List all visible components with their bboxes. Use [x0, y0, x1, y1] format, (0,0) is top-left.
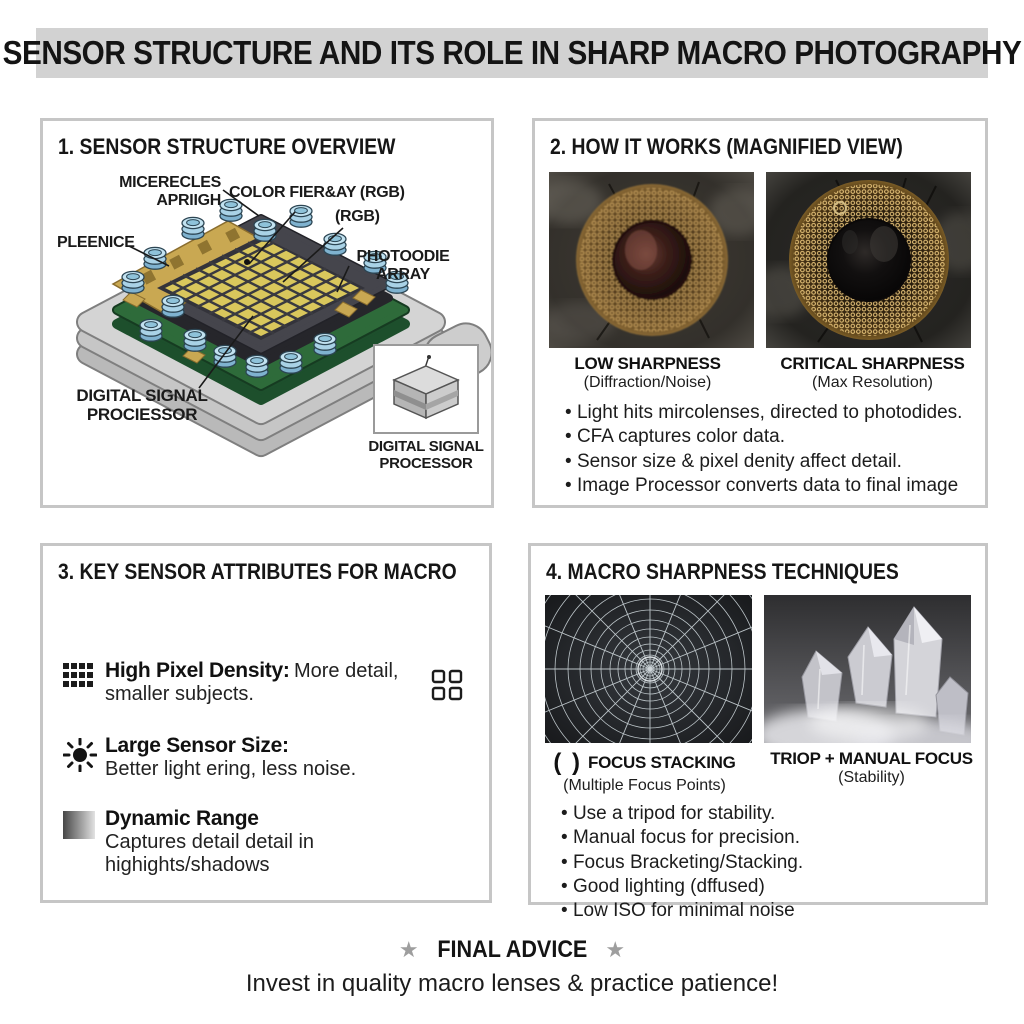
- star-icon: ★: [605, 937, 626, 962]
- list-item: • Focus Bracketing/Stacking.: [561, 851, 985, 875]
- techniques-list: [561, 802, 985, 924]
- list-item: • Sensor size & pixel denity affect detail.: [565, 450, 985, 474]
- star-icon: ★: [398, 937, 419, 962]
- focus-brackets-icon: ( ): [553, 749, 583, 776]
- attribute-dynamic-range: Dynamic Range Captures detail detail in highights/shadows: [63, 807, 471, 877]
- dsp-inset-box: [373, 344, 479, 434]
- panel1-title: 1. SENSOR STRUCTURE OVERVIEW: [58, 134, 396, 159]
- how-it-works-list: [565, 401, 985, 498]
- sensor-grid-outline-icon: [431, 659, 471, 706]
- list-item: • Use a tripod for stability.: [561, 802, 985, 826]
- page-title: SENSOR STRUCTURE AND ITS ROLE IN SHARP MACRO PHOTOGRAPHY: [2, 34, 1022, 71]
- final-advice-section: [0, 936, 1024, 998]
- label-digital-signal-processor: DIGITAL SIGNAL PROCIESSOR: [76, 386, 208, 425]
- final-advice-text: Invest in quality macro lenses & practice patience!: [245, 970, 779, 997]
- spider-web-photo: [545, 595, 752, 743]
- gradient-swatch-icon: [63, 807, 105, 839]
- caption-low-sharpness: LOW SHARPNESS (Diffraction/Noise): [574, 354, 721, 391]
- macro-eye-sharp-photo: [766, 172, 971, 348]
- list-item: • Light hits mircolenses, directed to photodides.: [565, 401, 985, 425]
- final-advice-title: FINAL ADVICE: [436, 936, 588, 963]
- label-dsp-inset: DIGITAL SIGNAL PROCESSOR: [368, 438, 484, 473]
- panel-sensor-structure: [40, 118, 494, 508]
- sensor-isometric-diagram: [43, 164, 491, 498]
- list-item: • Image Processor converts data to final image: [565, 474, 985, 498]
- attribute-sensor-size: Large Sensor Size: Better light ering, less noise.: [63, 734, 471, 781]
- list-item: • Good lighting (dffused): [561, 875, 985, 899]
- panel-how-it-works: [532, 118, 988, 508]
- label-microlens-array: MICERECLES APRIIGH: [119, 174, 221, 209]
- panel-sharpness-techniques: [528, 543, 988, 922]
- callout-dot: [244, 259, 250, 265]
- sun-icon: [63, 734, 105, 777]
- panel2-title: 2. HOW IT WORKS (MAGNIFIED VIEW): [550, 134, 903, 159]
- label-photodiode-array: PHOTOODIE ARRAY: [356, 248, 450, 283]
- list-item: • Manual focus for precision.: [561, 826, 985, 850]
- caption-focus-stacking: ( ) FOCUS STACKING (Multiple Focus Points): [553, 749, 736, 794]
- label-color-filter-array: COLOR FIER&AY (RGB): [229, 184, 405, 201]
- title-banner: [2, 28, 1022, 78]
- label-rgb: (RGB): [335, 208, 380, 225]
- list-item: • Low ISO for minimal noise: [561, 899, 985, 923]
- panel-key-attributes: [40, 543, 492, 903]
- panel3-title: 3. KEY SENSOR ATTRIBUTES FOR MACRO: [58, 559, 457, 584]
- crystals-photo: [764, 595, 971, 743]
- attribute-pixel-density: High Pixel Density: More detail, smaller subjects.: [63, 659, 471, 706]
- list-item: • CFA captures color data.: [565, 425, 985, 449]
- label-pleenice: PLEENICE: [57, 234, 135, 251]
- macro-eye-blurry-photo: [549, 172, 754, 348]
- dsp-cube-icon: [383, 352, 469, 426]
- panel4-title: 4. MACRO SHARPNESS TECHNIQUES: [546, 559, 899, 584]
- caption-tripod-manual-focus: TRIOP + MANUAL FOCUS (Stability): [770, 749, 973, 786]
- caption-critical-sharpness: CRITICAL SHARPNESS (Max Resolution): [780, 354, 965, 391]
- pixel-grid-icon: [63, 659, 105, 692]
